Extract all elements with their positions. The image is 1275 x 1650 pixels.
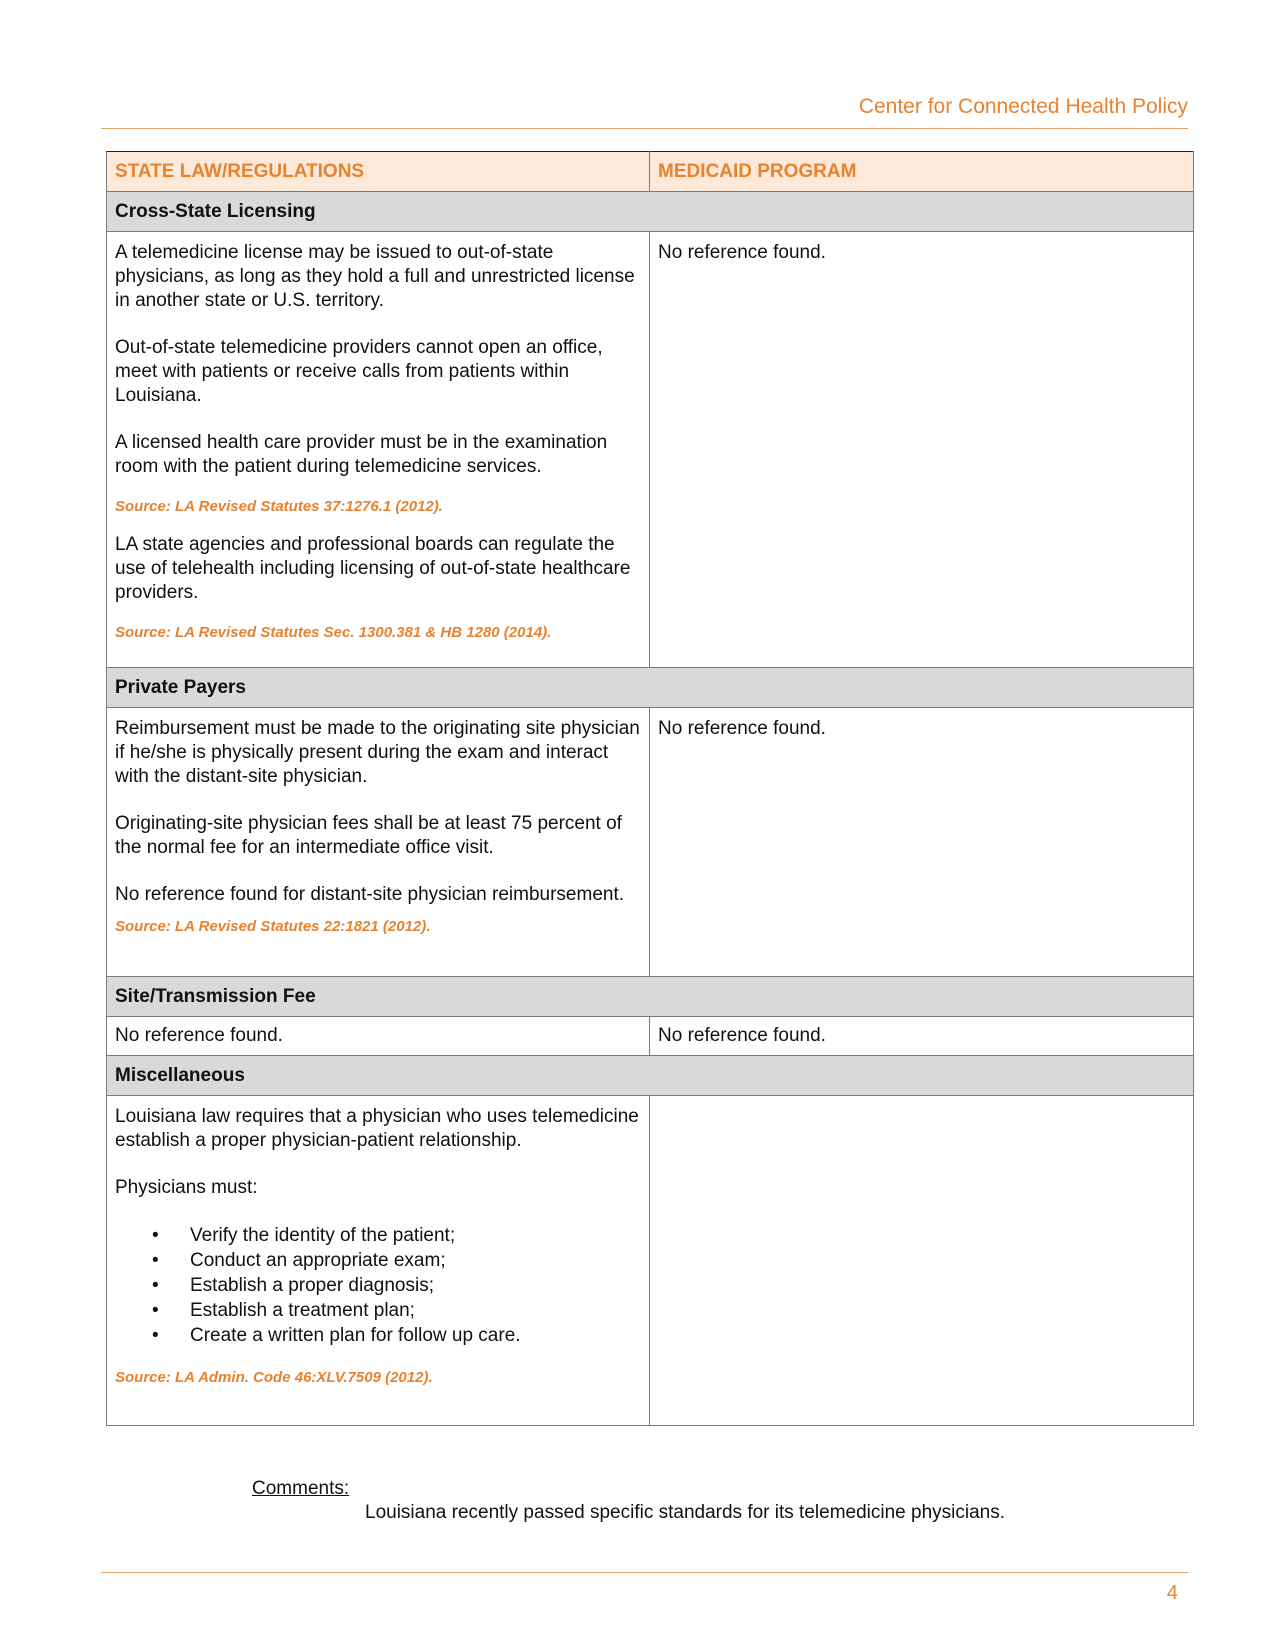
list-item: • Conduct an appropriate exam; xyxy=(152,1250,446,1271)
state-law-cell xyxy=(107,232,650,668)
table-row xyxy=(107,1096,1194,1426)
column-header-state-law: STATE LAW/REGULATIONS xyxy=(107,152,650,192)
medicaid-cell: No reference found. xyxy=(650,232,1194,668)
comments-label: Comments: xyxy=(252,1478,350,1499)
bullet-icon: • xyxy=(152,1225,159,1246)
org-name-header: Center for Connected Health Policy xyxy=(858,95,1188,118)
list-item: • Create a written plan for follow up care. xyxy=(152,1325,521,1346)
source-citation: Source: LA Admin. Code 46:XLV.7509 (2012). xyxy=(115,1369,433,1386)
policy-table xyxy=(106,151,1194,1426)
paragraph: LA state agencies and professional boards can regulate the use of telehealth including licensing of out-of-state healthcare providers. xyxy=(115,534,631,603)
source-citation: Source: LA Revised Statutes 37:1276.1 (2012). xyxy=(115,498,443,515)
table-row xyxy=(107,1017,1194,1056)
paragraph: Louisiana law requires that a physician who uses telemedicine establish a proper physician-patient relationship. xyxy=(115,1106,639,1151)
page-number: 4 xyxy=(1166,1582,1178,1604)
paragraph: Originating-site physician fees shall be at least 75 percent of the normal fee for an intermediate office visit. xyxy=(115,813,622,858)
paragraph: A telemedicine license may be issued to out-of-state physicians, as long as they hold a full and unrestricted license in another state or U.S. territory. xyxy=(115,242,635,311)
bullet-icon: • xyxy=(152,1325,159,1346)
list-item: • Verify the identity of the patient; xyxy=(152,1225,456,1246)
paragraph: A licensed health care provider must be in the examination room with the patient during telemedicine services. xyxy=(115,432,608,477)
table-header-row xyxy=(107,152,1194,192)
medicaid-cell xyxy=(650,1096,1194,1426)
paragraph: Reimbursement must be made to the originating site physician if he/she is physically present during the exam and interact with the distant-site physician. xyxy=(115,718,640,787)
table-row xyxy=(107,232,1194,668)
bullet-icon: • xyxy=(152,1275,159,1296)
state-law-cell xyxy=(107,1096,650,1426)
source-citation: Source: LA Revised Statutes 22:1821 (2012). xyxy=(115,918,431,935)
footer-divider xyxy=(101,1572,1188,1573)
list-item: • Establish a treatment plan; xyxy=(152,1300,415,1321)
comments-text: Louisiana recently passed specific standards for its telemedicine physicians. xyxy=(365,1502,1005,1523)
section-title: Private Payers xyxy=(107,668,1194,708)
section-title: Site/Transmission Fee xyxy=(107,977,1194,1017)
list-item: • Establish a proper diagnosis; xyxy=(152,1275,434,1296)
header-divider xyxy=(101,128,1188,129)
requirements-list xyxy=(115,1223,641,1348)
paragraph: No reference found for distant-site physician reimbursement. xyxy=(115,884,625,905)
section-title: Miscellaneous xyxy=(107,1056,1194,1096)
bullet-icon: • xyxy=(152,1300,159,1321)
medicaid-cell: No reference found. xyxy=(650,708,1194,977)
paragraph: Out-of-state telemedicine providers cannot open an office, meet with patients or receive calls from patients within Louisiana. xyxy=(115,337,603,406)
section-title: Cross-State Licensing xyxy=(107,192,1194,232)
section-row-private-payers xyxy=(107,668,1194,708)
paragraph: Physicians must: xyxy=(115,1177,258,1198)
table-row xyxy=(107,708,1194,977)
column-header-medicaid: MEDICAID PROGRAM xyxy=(650,152,1194,192)
state-law-cell xyxy=(107,708,650,977)
medicaid-cell: No reference found. xyxy=(650,1017,1194,1056)
section-row-cross-state-licensing xyxy=(107,192,1194,232)
bullet-icon: • xyxy=(152,1250,159,1271)
source-citation: Source: LA Revised Statutes Sec. 1300.381 & HB 1280 (2014). xyxy=(115,624,552,641)
section-row-site-transmission-fee xyxy=(107,977,1194,1017)
section-row-miscellaneous xyxy=(107,1056,1194,1096)
state-law-cell: No reference found. xyxy=(107,1017,650,1056)
